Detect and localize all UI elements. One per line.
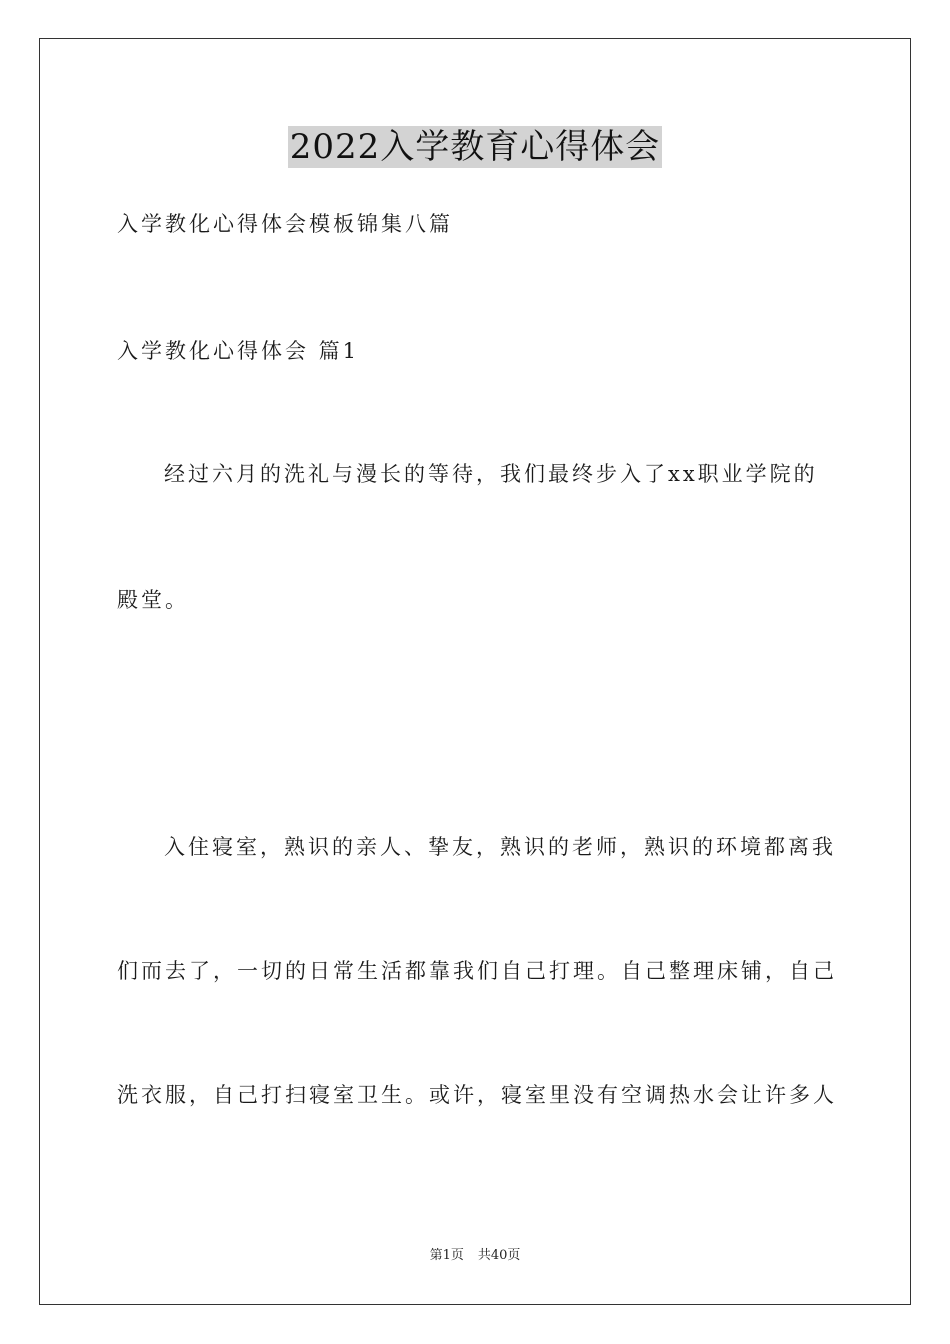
page-number: 第1页: [429, 1248, 464, 1263]
page-total: 共40页: [477, 1248, 521, 1263]
document-subtitle: 入学教化心得体会模板锦集八篇: [117, 212, 453, 236]
paragraph-1-line-1: 经过六月的洗礼与漫长的等待，我们最终步入了xx职业学院的: [164, 462, 818, 486]
paragraph-1-line-2: 殿堂。: [117, 588, 189, 612]
section-heading: 入学教化心得体会 篇1: [117, 339, 360, 363]
paragraph-2-line-1: 入住寝室，熟识的亲人、挚友，熟识的老师，熟识的环境都离我: [164, 835, 836, 859]
title-container: [0, 126, 950, 168]
paragraph-2-line-3: 洗衣服，自己打扫寝室卫生。或许，寝室里没有空调热水会让许多人: [117, 1083, 837, 1107]
paragraph-2-line-2: 们而去了，一切的日常生活都靠我们自己打理。自己整理床铺，自己: [117, 959, 837, 983]
document-title: 2022入学教育心得体会: [289, 127, 661, 167]
page-footer: [0, 1247, 950, 1265]
